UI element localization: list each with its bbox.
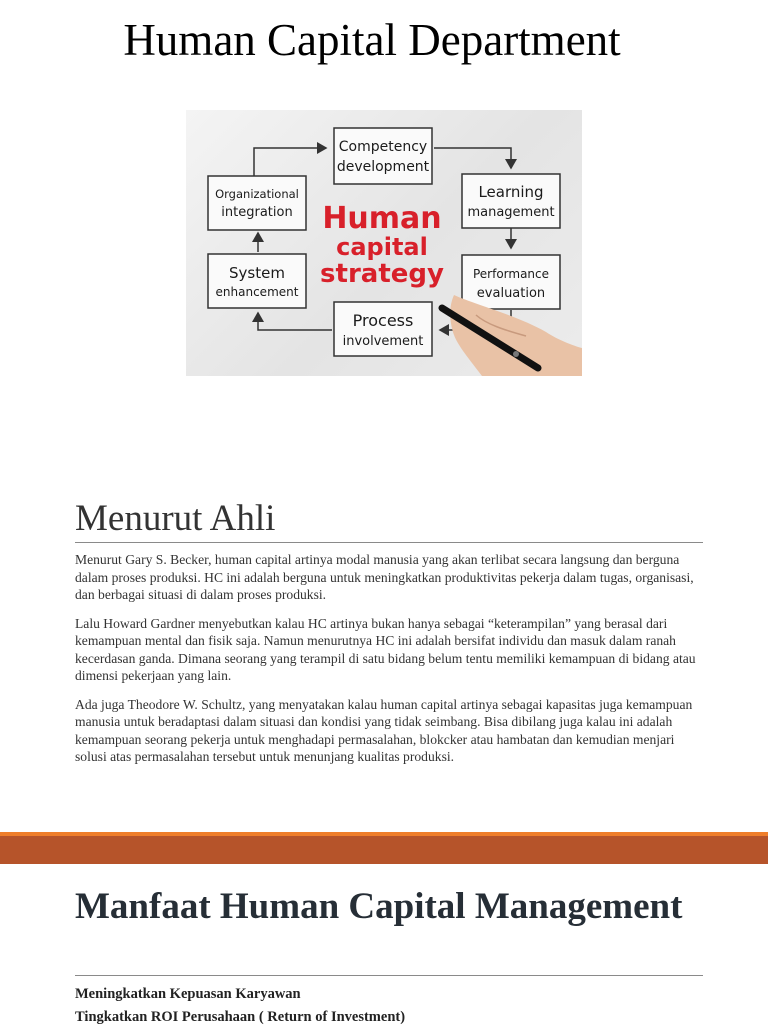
arrow-process-to-system <box>258 313 332 330</box>
benefits-list <box>75 984 405 1030</box>
svg-text:enhancement: enhancement <box>215 285 299 299</box>
list-item: Tingkatkan ROI Perusahaan ( Return of Investment) <box>75 1009 406 1025</box>
list-item: Meningkatkan Kepuasan Karyawan <box>75 986 301 1002</box>
section-divider-2 <box>75 975 703 976</box>
svg-text:Human: Human <box>322 201 442 236</box>
experts-body-text <box>75 551 703 777</box>
svg-text:Learning: Learning <box>478 183 544 201</box>
svg-text:capital: capital <box>336 233 428 261</box>
slide-band <box>0 836 768 864</box>
svg-text:Performance: Performance <box>472 267 550 281</box>
page-title: Human Capital Department <box>123 15 621 65</box>
organizational-integration-box <box>208 176 306 230</box>
competency-development-box <box>334 128 432 184</box>
arrow-competency-to-learning <box>434 148 511 168</box>
svg-text:development: development <box>336 159 430 175</box>
paragraph-becker: Menurut Gary S. Becker, human capital artinya modal manusia yang akan terlibat secara langsung dan berguna dalam proses produksi. HC ini adalah berguna untuk meningkatkan produktivitas pekerja dalam tugas, organisasi, dan berbagai situasi di dalam proses produksi. <box>75 552 694 602</box>
svg-text:System: System <box>229 264 285 282</box>
performance-evaluation-box <box>462 255 560 309</box>
learning-management-box <box>462 174 560 228</box>
process-involvement-box <box>334 302 432 356</box>
svg-text:involvement: involvement <box>342 334 424 349</box>
paragraph-gardner: Lalu Howard Gardner menyebutkan kalau HC artinya bukan hanya sebagai “keterampilan” yang berasal dari kemampuan mental dan fisik saja. Namun menurutnya HC ini adalah bersifat individu dan masuk dalam ranah kecerdasan ganda. Dimana seorang yang terampil di satu bidang belum tentu memiliki kemampuan di bidang atau dimensi pekerjaan yang lain. <box>75 615 696 683</box>
section-divider <box>75 542 703 543</box>
paragraph-schultz: Ada juga Theodore W. Schultz, yang menyatakan kalau human capital artinya sebagai kapasitas juga kemampuan manusia untuk beradaptasi dalam situasi dan kondisi yang tidak seimbang. Bisa dibilang juga kalau ini adalah kemampuan seorang pekerja untuk menghadapi permasalahan, blokcker atau hambatan dan kemudian menjari solusi atas permasalahan tersebut untuk menunjang kualitas produksi. <box>75 696 693 764</box>
center-strategy-label <box>320 201 444 289</box>
svg-text:evaluation: evaluation <box>476 286 546 301</box>
svg-text:Process: Process <box>352 311 414 330</box>
human-capital-strategy-diagram <box>186 110 582 376</box>
section-heading-manfaat: Manfaat Human Capital Management <box>75 886 683 927</box>
system-enhancement-box <box>208 254 306 308</box>
svg-text:management: management <box>467 205 555 220</box>
svg-text:Competency: Competency <box>338 139 428 155</box>
arrow-org-to-competency <box>254 148 326 176</box>
svg-text:Organizational: Organizational <box>215 187 299 201</box>
section-heading-menurut-ahli: Menurut Ahli <box>75 498 276 539</box>
svg-text:integration: integration <box>221 205 293 220</box>
svg-text:strategy: strategy <box>320 259 444 289</box>
